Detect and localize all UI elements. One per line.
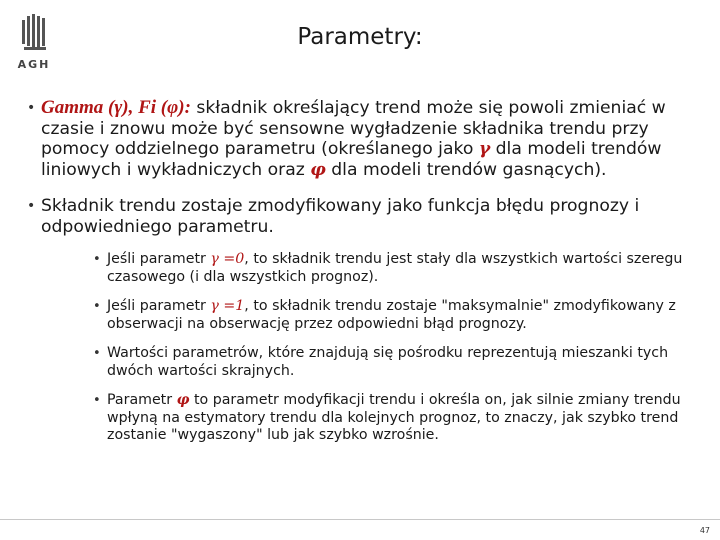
bullet-dot: • <box>27 198 36 214</box>
gamma-inline: γ <box>478 139 491 159</box>
bullet2-text: Składnik trendu zostaje zmodyfikowany jako funkcja błędu prognozy i odpowiedniego parametru. <box>41 196 640 237</box>
gamma-symbol: γ <box>114 97 123 118</box>
logo-text: AGH <box>17 58 51 71</box>
sub2-post: , to składnik trendu zostaje "maksymalnie" zmodyfikowany z obserwacji na obserwację przez odpowiedni błąd prognozy. <box>107 298 676 332</box>
sub-bullet-dot: • <box>93 393 101 408</box>
footer-divider <box>0 519 720 520</box>
page-number: 47 <box>699 526 710 535</box>
sub2-pre: Jeśli parametr <box>107 298 211 314</box>
sub-bullet-gamma-one <box>93 298 696 333</box>
sub4-symbol: φ <box>176 392 190 408</box>
phi-symbol: φ <box>167 97 179 118</box>
sub-bullet-middle-values <box>93 345 696 380</box>
slide-content <box>24 98 696 457</box>
term-fi: ), Fi ( <box>122 97 168 118</box>
phi-inline: φ <box>310 159 326 180</box>
bullet-trend-modification <box>24 196 696 237</box>
sub1-symbol: γ =0 <box>210 251 245 267</box>
sub4-pre: Parametr <box>107 392 177 408</box>
bullet-gamma-fi <box>24 98 696 180</box>
sub-bullet-dot: • <box>93 252 101 267</box>
sub-bullet-gamma-zero <box>93 251 696 286</box>
term-gamma: Gamma ( <box>41 97 115 118</box>
sub-bullet-dot: • <box>93 346 101 361</box>
sub3-text: Wartości parametrów, które znajdują się pośrodku reprezentują mieszanki tych dwóch wartości skrajnych. <box>107 345 669 379</box>
sub-bullet-dot: • <box>93 299 101 314</box>
sub4-post: to parametr modyfikacji trendu i określa on, jak silnie zmiany trendu wpłyną na estymatory trendu dla kolejnych prognoz, to znaczy, jak szybko trend zostanie "wygaszony" lub jak szybko wzrośnie. <box>107 392 681 443</box>
bullet1-text-c: dla modeli trendów gasnących). <box>325 159 607 180</box>
bullet1-text-a: składnik określający trend może się powoli zmieniać w czasie i znowu może być sensowne wygładzenie składnika trendu przy pomocy oddzielnego parametru (określanego jako <box>41 98 666 159</box>
slide-title: Parametry: <box>297 24 423 50</box>
term-end: ): <box>178 97 191 118</box>
sub1-post: , to składnik trendu jest stały dla wszystkich wartości szeregu czasowego (i dla wszystkich prognoz). <box>107 251 683 285</box>
sub2-symbol: γ =1 <box>210 298 245 314</box>
bullet1-text-b: dla modeli trendów liniowych i wykładniczych oraz <box>41 139 662 180</box>
sub1-pre: Jeśli parametr <box>107 251 211 267</box>
sub-bullet-phi <box>93 392 696 445</box>
bullet-dot: • <box>27 100 36 116</box>
